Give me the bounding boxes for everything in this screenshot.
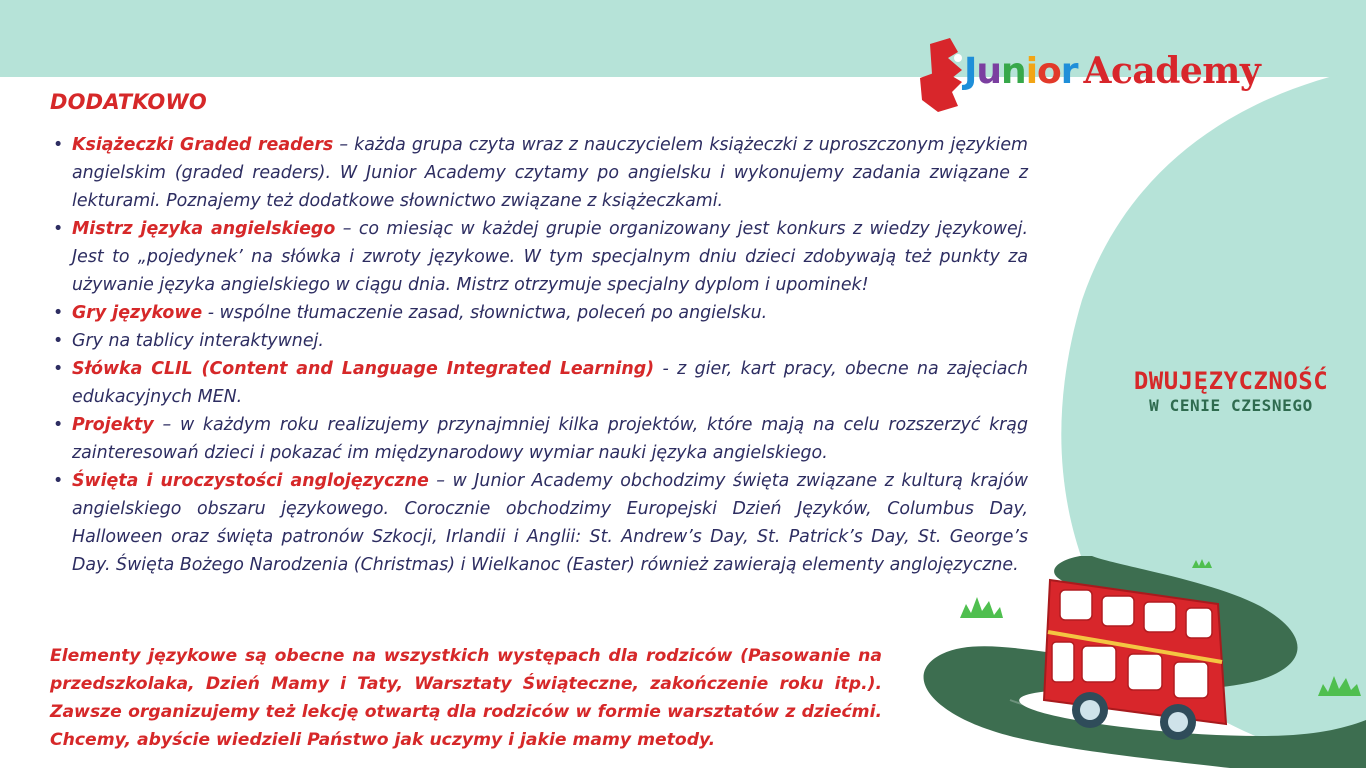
item-text: – w każdym roku realizujemy przynajmniej kilka projektów, które mają na celu rozszerzyć krąg zainteresowań dzieci i pokazać im międzynarodowy wymiar nauki języka angielskiego. [72,415,1028,463]
list-item [50,411,1028,467]
section-heading: DODATKOWO [50,90,207,114]
item-text: - z gier, kart pracy, obecne na zajęciach edukacyjnych MEN. [72,359,1029,407]
item-text: - wspólne tłumaczenie zasad, słownictwa, poleceń po angielsku. [202,303,768,323]
logo-letter-u: u [976,51,1002,92]
item-text: Gry na tablicy interaktywnej. [72,331,324,351]
junior-academy-logo [912,34,1262,120]
item-title: Słówka CLIL (Content and Language Integrated Learning) [72,359,655,379]
double-decker-bus-icon [1030,560,1230,750]
footer-note: Elementy językowe są obecne na wszystkich występach dla rodziców (Pasowanie na przedszkolaka, Dzień Mamy i Taty, Warsztaty Świąteczne, zakończenie roku itp.). Zawsze organizujemy też lekcję otwartą dla rodziców w formie warsztatów z dziećmi. Chcemy, abyście wiedzieli Państwo jak uczymy i jakie mamy metody. [50,646,882,750]
logo-letter-j: J [964,51,977,92]
tagline-line1: DWUJĘZYCZNOŚĆ [1133,367,1329,395]
tagline [1096,366,1366,416]
item-title: Święta i uroczystości anglojęzyczne [72,471,429,491]
logo-junior-word [964,51,1078,92]
logo-academy-word: Academy [1083,50,1261,92]
logo-letter-i: i [1025,51,1038,92]
list-item [50,299,1028,327]
logo-letter-o: o [1037,51,1061,92]
grass-tuft-left [960,597,1003,618]
list-item [50,327,1028,355]
list-item [50,131,1028,215]
logo-ribbon-icon [912,34,972,120]
item-title: Książeczki Graded readers [72,135,334,155]
item-title: Mistrz języka angielskiego [72,219,336,239]
item-text: – w Junior Academy obchodzimy święta związane z kulturą krajów angielskiego obszaru językowego. Corocznie obchodzimy Europejski Dzień Języków, Columbus Day, Halloween oraz święta patronów Szkocji, Irlandii i Anglii: St. Andrew’s Day, St. Patrick’s Day, St. George’s Day. Święta Bożego Narodzenia (Christmas) i Wielkanoc (Easter) również zawierają elementy anglojęzyczne. [72,471,1029,575]
item-text: – co miesiąc w każdej grupie organizowany jest konkurs z wiedzy językowej. Jest to „pojedynek’ na słówka i zwroty językowe. W tym specjalnym dniu dzieci zdobywają też punkty za używanie języka angielskiego w ciągu dnia. Mistrz otrzymuje specjalny dyplom i upominek! [72,219,1029,295]
list-item [50,355,1028,411]
item-title: Gry językowe [72,303,203,323]
logo-letter-r: r [1060,51,1078,92]
logo-letter-n: n [1001,51,1026,92]
item-text: – każda grupa czyta wraz z nauczycielem książeczki z uproszczonym językiem angielskim (graded readers). W Junior Academy czytamy po angielsku i wykonujemy zadania związane z lekturami. Poznajemy też dodatkowe słownictwo związane z książeczkami. [72,135,1028,211]
item-title: Projekty [72,415,154,435]
tagline-line2: W CENIE CZESNEGO [1149,396,1313,415]
list-item [50,215,1028,299]
list-item [50,467,1028,579]
activity-list [50,131,1028,579]
